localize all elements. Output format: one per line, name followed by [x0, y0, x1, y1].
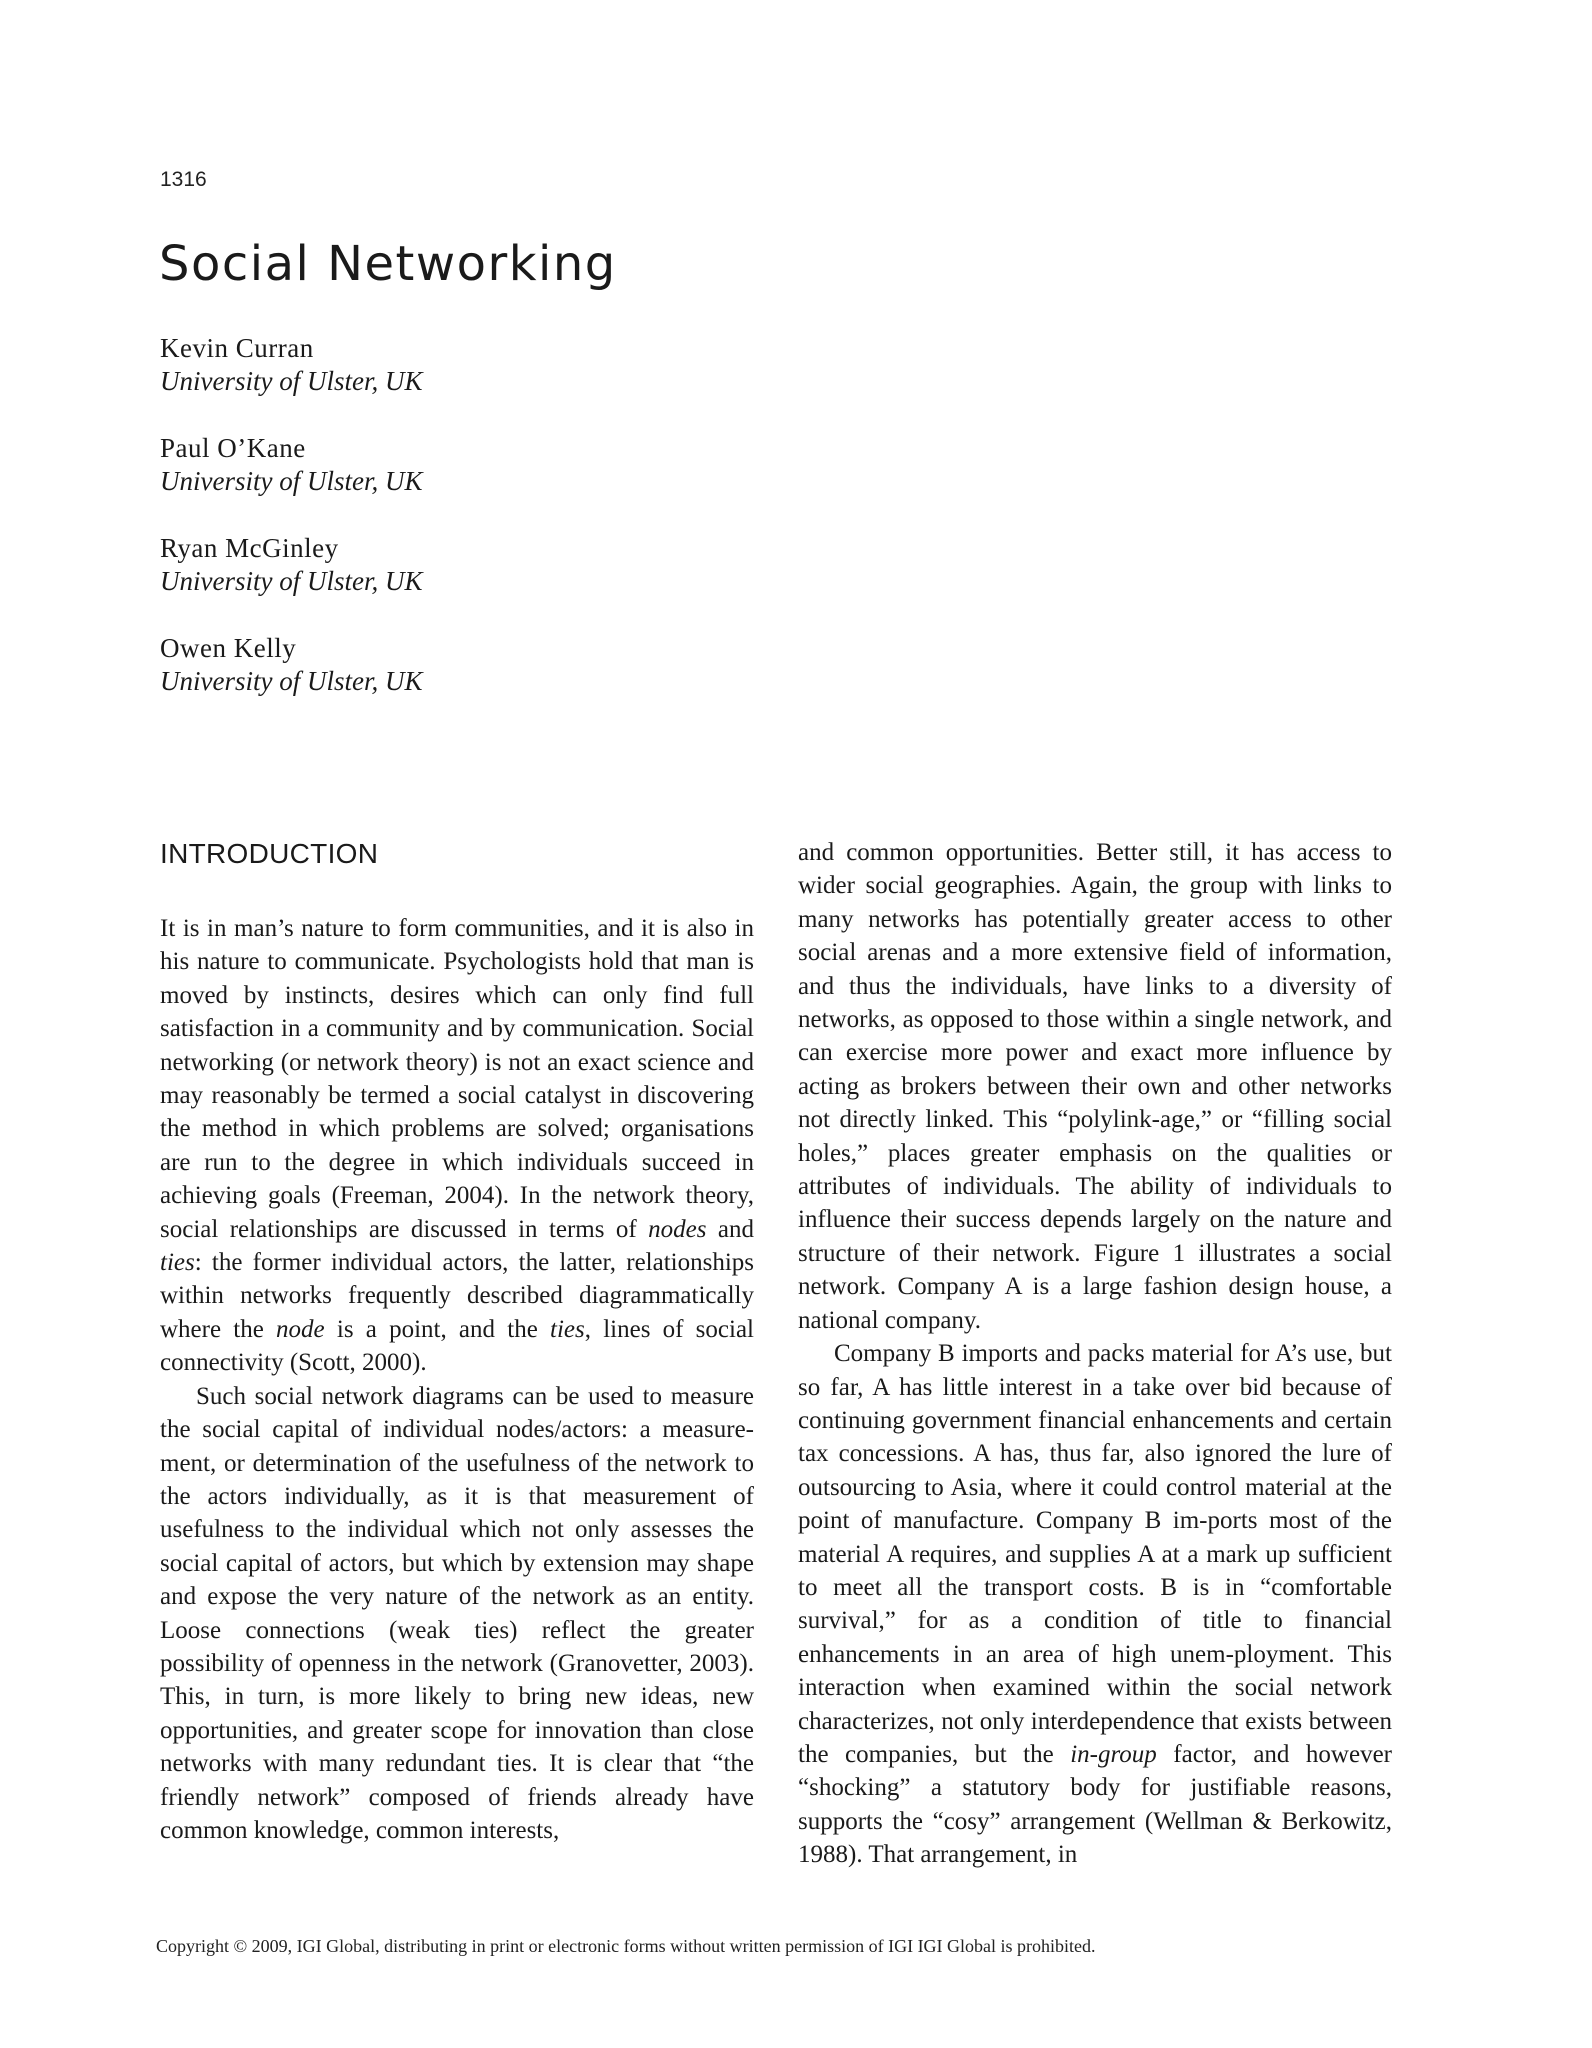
emphasis-term: ties [550, 1315, 585, 1343]
author-affiliation: University of Ulster, UK [160, 666, 423, 696]
author-name: Paul O’Kane [160, 433, 306, 463]
paragraph-text: It is in man’s nature to form communities, and it is also in his nature to communicate. Psychologists hold that man is moved by instincts, desires which can only find full satisfaction in a community and by communication. Social networking (or network theory) is not an exact science and may reasonably be termed a social catalyst in discovering the method in which problems are solved; organisations are run to the degree in which individuals succeed in achieving goals (Freeman, 2004). In the network theory, social relationships are discussed in terms of [160, 915, 754, 1243]
author-entry [160, 432, 860, 498]
author-list [160, 332, 860, 732]
paragraph-text: and [706, 1215, 754, 1243]
paragraph [798, 1337, 1392, 1872]
author-name: Owen Kelly [160, 633, 297, 663]
emphasis-term: in-group [1070, 1740, 1157, 1768]
copyright-notice: Copyright © 2009, IGI Global, distributing in print or electronic forms without written permission of IGI IGI Global is prohibited. [156, 1936, 1096, 1956]
paragraph-text: factor, and however “shocking” a statutory body for justifiable reasons, supports the “cosy” arrangement (Wellman & Berkowitz, 1988). That arrangement, in [798, 1740, 1392, 1869]
left-column [160, 836, 754, 1847]
author-affiliation: University of Ulster, UK [160, 466, 423, 496]
paragraph: Such social network diagrams can be used to measure the social capital of individual nodes/actors: a measure-ment, or determination of the usefulness of the network to the actors individually, as it is that measurement of usefulness to the individual which not only assesses the social capital of actors, but which by extension may shape and expose the very nature of the network as an entity. Loose connections (weak ties) reflect the greater possibility of openness in the network (Granovetter, 2003). This, in turn, is more likely to bring new ideas, new opportunities, and greater scope for innovation than close networks with many redundant ties. It is clear that “the friendly network” composed of friends already have common knowledge, common interests, [160, 1382, 754, 1844]
paragraph-text: : the former individual actors, the latter, relationships within networks frequently described diagrammatically where the [160, 1249, 754, 1343]
author-entry [160, 632, 860, 698]
paragraph [160, 912, 754, 1380]
author-name: Kevin Curran [160, 333, 314, 363]
paragraph-text: , lines of social connectivity (Scott, 2000). [160, 1315, 754, 1377]
author-affiliation: University of Ulster, UK [160, 566, 423, 596]
author-name: Ryan McGinley [160, 533, 339, 563]
author-entry [160, 332, 860, 398]
paragraph-text: Company B imports and packs material for A’s use, but so far, A has little interest in a take over bid because of continuing government financial enhancements and certain tax concessions. A has, thus far, also ignored the lure of outsourcing to Asia, where it could control material at the point of manufacture. Company B im-ports most of the material A requires, and supplies A at a mark up sufficient to meet all the transport costs. B is in “comfortable survival,” for as a condition of title to financial enhancements in an area of high unem-ployment. This interaction when examined within the social network characterizes, not only interdependence that exists between the companies, but the [798, 1340, 1392, 1768]
right-column [798, 836, 1392, 1872]
paragraph-text: is a point, and the [324, 1315, 551, 1343]
paragraph: and common opportunities. Better still, it has access to wider social geographies. Again, the group with links to many networks has potentially greater access to other social arenas and a more extensive field of information, and thus the individuals, have links to a diversity of networks, as opposed to those within a single network, and can exercise more power and exact more influence by acting as brokers between their own and other networks not directly linked. This “polylink-age,” or “filling social holes,” places greater emphasis on the qualities or attributes of individuals. The ability of individuals to influence their success depends largely on the nature and structure of their network. Figure 1 illustrates a social network. Company A is a large fashion design house, a national company. [798, 839, 1392, 1334]
emphasis-term: ties [160, 1249, 195, 1277]
author-affiliation: University of Ulster, UK [160, 366, 423, 396]
emphasis-term: nodes [648, 1215, 707, 1243]
emphasis-term: node [276, 1315, 325, 1343]
article-title: Social Networking [159, 236, 617, 292]
page-number: 1316 [160, 168, 207, 191]
section-heading: INTRODUCTION [160, 838, 379, 869]
author-entry [160, 532, 860, 598]
